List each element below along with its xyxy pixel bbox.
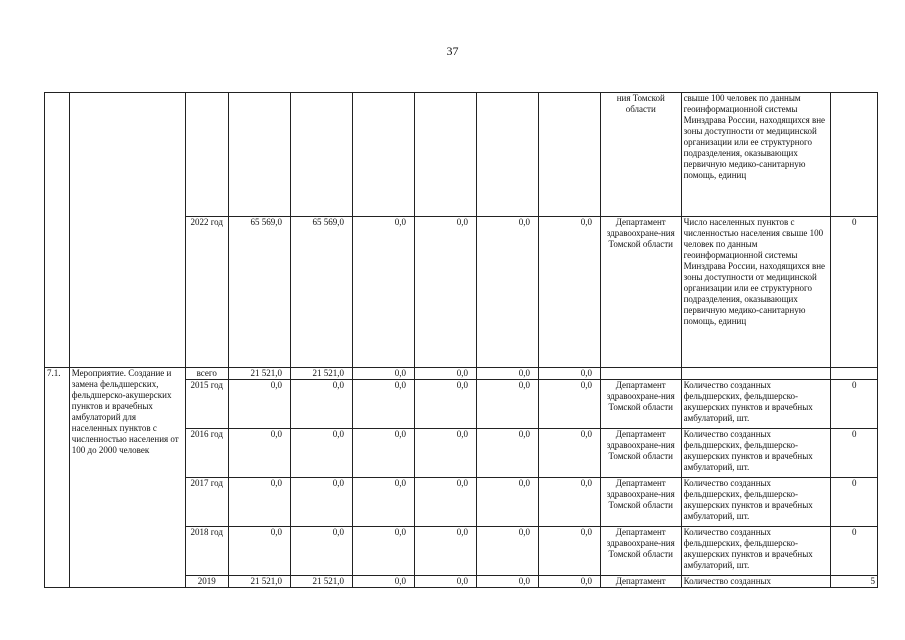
value-cell: 0,0	[414, 217, 476, 368]
value-cell: 0,0	[290, 527, 352, 576]
indicator-cell: Количество созданных фельдшерских, фельдшерско-акушерских пунктов и врачебных амбулаторий, шт.	[681, 429, 831, 478]
page-number: 37	[446, 44, 459, 58]
value-cell: 0,0	[414, 576, 476, 588]
name-cell	[69, 93, 185, 368]
value-cell: 0,0	[414, 527, 476, 576]
value-cell: 0,0	[476, 368, 538, 380]
indicator-value-cell: 0	[831, 217, 878, 368]
value-cell: 0,0	[352, 368, 414, 380]
value-cell: 0,0	[352, 380, 414, 429]
value-cell: 21 521,0	[290, 368, 352, 380]
program-table	[44, 92, 878, 588]
value-cell: 0,0	[228, 527, 290, 576]
indicator-value-cell: 0	[831, 527, 878, 576]
value-cell: 0,0	[476, 478, 538, 527]
value-cell: 0,0	[352, 429, 414, 478]
department-cell: Департамент здравоохране-ния Томской области	[600, 429, 681, 478]
value-cell: 0,0	[352, 576, 414, 588]
value-cell: 0,0	[414, 368, 476, 380]
indicator-value-cell: 5	[831, 576, 878, 588]
indicator-cell: Количество созданных	[681, 576, 831, 588]
table-row	[45, 93, 878, 217]
indicator-cell: Количество созданных фельдшерских, фельдшерско-акушерских пунктов и врачебных амбулаторий, шт.	[681, 527, 831, 576]
indicator-cell: Число населенных пунктов с численностью населения свыше 100 человек по данным геоинформационной системы Минздрава России, находящихся вне зоны доступности от медицинской организации или ее структурного подразделения, оказывающих первичную медико-санитарную помощь, единиц	[681, 217, 831, 368]
value-cell: 0,0	[414, 380, 476, 429]
value-cell: 65 569,0	[228, 217, 290, 368]
value-cell: 0,0	[290, 380, 352, 429]
value-cell: 0,0	[414, 478, 476, 527]
value-cell: 0,0	[228, 380, 290, 429]
table-row	[45, 368, 878, 380]
value-cell: 0,0	[538, 429, 600, 478]
indicator-value-cell: 0	[831, 429, 878, 478]
department-cell: Департамент здравоохране-ния Томской области	[600, 527, 681, 576]
name-cell: Мероприятие. Создание и замена фельдшерских, фельдшерско-акушерских пунктов и врачебных амбулаторий для населенных пунктов с численностью населения от 100 до 2000 человек	[69, 368, 185, 588]
value-cell: 0,0	[352, 527, 414, 576]
value-cell: 0,0	[538, 527, 600, 576]
year-cell: 2018 год	[185, 527, 228, 576]
indicator-cell: свыше 100 человек по данным геоинформационной системы Минздрава России, находящихся вне зоны доступности от медицинской организации или ее структурного подразделения, оказывающих первичную медико-санитарную помощь, единиц	[681, 93, 831, 217]
year-cell: 2019	[185, 576, 228, 588]
value-cell: 0,0	[476, 429, 538, 478]
department-cell: ния Томской области	[600, 93, 681, 217]
indicator-cell: Количество созданных фельдшерских, фельдшерско-акушерских пунктов и врачебных амбулаторий, шт.	[681, 380, 831, 429]
year-cell: 2022 год	[185, 217, 228, 368]
value-cell: 0,0	[538, 217, 600, 368]
value-cell: 0,0	[476, 576, 538, 588]
value-cell: 0,0	[352, 478, 414, 527]
value-cell: 21 521,0	[228, 576, 290, 588]
value-cell: 0,0	[476, 380, 538, 429]
number-cell	[45, 93, 70, 368]
year-cell: 2015 год	[185, 380, 228, 429]
department-cell: Департамент	[600, 576, 681, 588]
value-cell: 21 521,0	[290, 576, 352, 588]
value-cell: 0,0	[228, 429, 290, 478]
value-cell: 0,0	[352, 217, 414, 368]
value-cell: 0,0	[538, 368, 600, 380]
department-cell: Департамент здравоохране-ния Томской области	[600, 380, 681, 429]
value-cell: 0,0	[228, 478, 290, 527]
value-cell: 0,0	[538, 576, 600, 588]
year-cell: 2017 год	[185, 478, 228, 527]
indicator-value-cell: 0	[831, 478, 878, 527]
year-cell: всего	[185, 368, 228, 380]
value-cell: 0,0	[538, 380, 600, 429]
value-cell: 65 569,0	[290, 217, 352, 368]
value-cell: 0,0	[414, 429, 476, 478]
indicator-value-cell: 0	[831, 380, 878, 429]
number-cell: 7.1.	[45, 368, 70, 588]
value-cell: 0,0	[290, 429, 352, 478]
indicator-cell: Количество созданных фельдшерских, фельдшерско-акушерских пунктов и врачебных амбулаторий, шт.	[681, 478, 831, 527]
value-cell: 21 521,0	[228, 368, 290, 380]
department-cell: Департамент здравоохране-ния Томской области	[600, 217, 681, 368]
value-cell: 0,0	[290, 478, 352, 527]
value-cell: 0,0	[476, 217, 538, 368]
year-cell: 2016 год	[185, 429, 228, 478]
department-cell: Департамент здравоохране-ния Томской области	[600, 478, 681, 527]
value-cell: 0,0	[538, 478, 600, 527]
value-cell: 0,0	[476, 527, 538, 576]
